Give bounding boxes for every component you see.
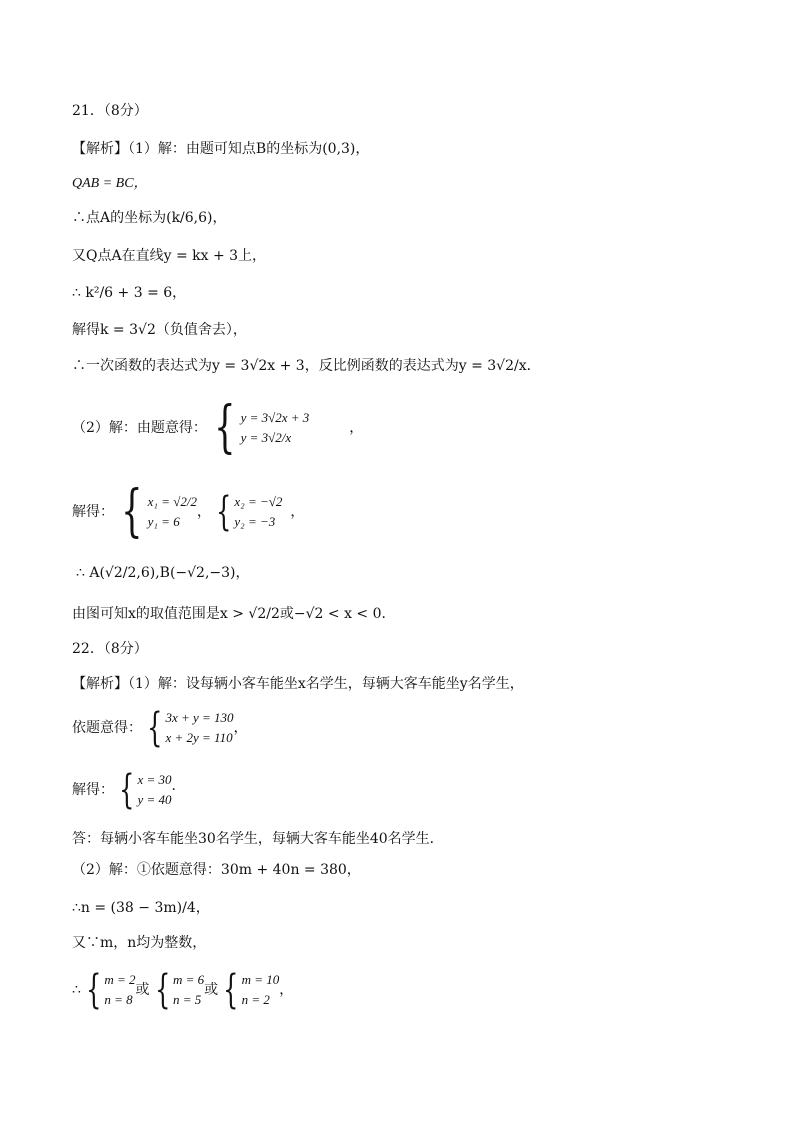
q21-line1: 【解析】（1）解：由题可知点B的坐标为(0,3)， [72, 141, 370, 157]
q22-line4: 答：每辆小客车能坐30名学生，每辆大客车能坐40名学生． [72, 831, 444, 847]
q21-sol-a-row1: x₁ = √2/2 [147, 494, 197, 509]
q21-line3: ∴点A的坐标为(k/6,6)， [72, 210, 227, 226]
q21-line10: ∴ A(√2/2,6),B(−√2,−3)， [76, 565, 250, 581]
q22-line1: 【解析】（1）解：设每辆小客车能坐x名学生，每辆大客车能坐y名学生， [72, 676, 524, 692]
q21-line11: 由图可知x的取值范围是x > √2/2或−√2 < x < 0． [72, 606, 396, 622]
q21-line6: 解得k = 3√2（负值舍去）， [72, 322, 247, 338]
q22-solution-row1: x = 30 [137, 772, 172, 787]
q22-line2 [72, 706, 248, 750]
therefore-icon: ∴ [72, 982, 81, 998]
q22-case-c [218, 967, 280, 1013]
q22-line2-label: 依题意得： [72, 720, 142, 736]
q21-line9-sep: ， [196, 504, 211, 520]
q22-case-b [150, 967, 205, 1013]
q22-case-b-row1: m = 6 [173, 972, 205, 987]
q22-system-row2: x + 2y = 110 [165, 730, 233, 745]
brace-icon: { [214, 395, 236, 460]
q21-sol-b-row1: x₂ = −√2 [234, 494, 283, 509]
q22-system [142, 705, 234, 751]
q21-solution-b [211, 489, 283, 535]
q21-sol-b-row2: y₂ = −3 [234, 514, 276, 529]
brace-icon: { [86, 967, 102, 1013]
q22-solution-row2: y = 40 [137, 792, 172, 807]
q22-or-2: 或 [204, 982, 219, 998]
brace-icon: { [119, 767, 135, 813]
q21-line9-label: 解得： [72, 504, 114, 520]
q22-line8-tail: ， [279, 982, 294, 998]
q22-case-c-row2: n = 2 [241, 992, 270, 1007]
q21-header: 21．（8分） [72, 103, 148, 119]
q21-solution-a [114, 479, 197, 544]
q22-case-a [81, 967, 136, 1013]
brace-icon: { [154, 967, 170, 1013]
q21-line4: 又Q点A在直线y = kx + 3上， [72, 248, 267, 264]
q22-case-b-row2: n = 5 [173, 992, 202, 1007]
brace-icon: { [223, 967, 239, 1013]
brace-icon: { [121, 479, 143, 544]
brace-icon: { [147, 705, 163, 751]
q22-line7: 又∵m，n均为整数， [72, 935, 207, 951]
q21-line7: ∴一次函数的表达式为y = 3√2x + 3，反比例函数的表达式为y = 3√2/x． [72, 358, 541, 374]
q22-line3-tail: · [171, 782, 176, 798]
q22-line8 [72, 968, 293, 1012]
q22-line3 [72, 768, 176, 812]
q22-line2-tail: ， [233, 720, 248, 736]
q21-system [207, 395, 310, 460]
q21-system-row1: y = 3√2x + 3 [240, 410, 310, 425]
q22-case-a-row2: n = 8 [104, 992, 133, 1007]
q21-system-row2: y = 3√2/x [240, 430, 292, 445]
q22-system-row1: 3x + y = 130 [165, 710, 234, 725]
q21-line9 [72, 479, 305, 544]
q21-line2: QAB = BC， [72, 176, 148, 191]
q22-or-1: 或 [135, 982, 150, 998]
q22-solution [114, 767, 172, 813]
q21-line8-tail: ， [349, 420, 364, 436]
q21-line8 [72, 395, 364, 460]
q22-line3-label: 解得： [72, 782, 114, 798]
q22-line5: （2）解：①依题意得：30m + 40n = 380， [72, 862, 361, 878]
q21-sol-a-row2: y₁ = 6 [147, 514, 180, 529]
q21-line9-tail: ， [290, 504, 305, 520]
q22-case-a-row1: m = 2 [104, 972, 136, 987]
q22-header: 22．（8分） [72, 641, 148, 657]
q22-case-c-row1: m = 10 [241, 972, 280, 987]
q21-line8-label: （2）解：由题意得： [72, 420, 207, 436]
brace-icon: { [216, 489, 232, 535]
q22-line6: ∴n = (38 − 3m)/4， [72, 900, 210, 916]
q21-line5: ∴ k²/6 + 3 = 6， [72, 285, 187, 301]
